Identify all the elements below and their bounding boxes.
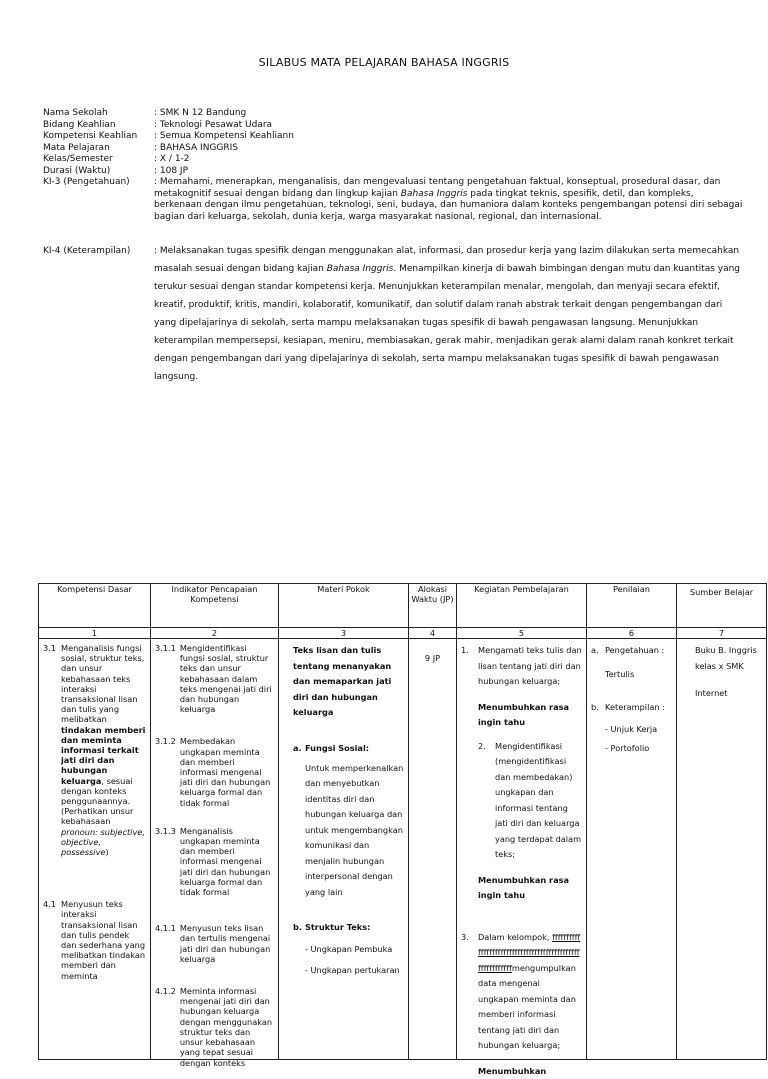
ki3-label: KI-3 (Pengetahuan) — [43, 177, 154, 223]
penilaian-item — [591, 643, 672, 659]
materi-section-a — [293, 743, 404, 753]
info-row-subject — [43, 143, 743, 155]
materi-text: Untuk memperkenalkan dan menyebutkan identitas diri dan hubungan keluarga dan untuk mengembangkan komunikasi dan menjalin hubungan interpersonal dengan yang lain — [305, 761, 404, 901]
indikator-number: 4.1.2 — [155, 986, 176, 1068]
ki4-text-a: : Melaksanakan tugas spesifik dengan menggunakan alat, informasi, dan prosedur kerja yang lazim dilakukan serta memecahkan masalah sesuai dengan bidang kajian — [154, 246, 739, 274]
materi-list — [305, 942, 404, 978]
indikator-text: Menganalisis ungkapan meminta dan memberi informasi mengenai jati diri dan hubungan keluarga formal dan tidak formal — [176, 826, 274, 897]
header-kompetensi-dasar: Kompetensi Dasar — [39, 584, 151, 628]
kegiatan-note: Menumbuhkan — [478, 1064, 582, 1079]
info-row-class — [43, 154, 743, 166]
cell-materi — [279, 639, 409, 1060]
materi-title: Struktur Teks: — [305, 922, 370, 932]
cell-sumber — [677, 639, 767, 1060]
sumber-item: Internet — [695, 686, 762, 702]
kegiatan-text-b: mengumpulkan data mengenai ungkapan meminta dan memberi informasi tentang jati diri dan hubungan keluarga; — [478, 963, 576, 1051]
kegiatan-text — [478, 930, 582, 1054]
kd-text-a: Menganalisis fungsi sosial, struktur teks, dan unsur kebahasaan teks interaksi transaksional lisan dan tulis yang melibatkan — [61, 643, 144, 724]
indikator-text: Mengidentifikasi fungsi sosial, struktur teks dan unsur kebahasaan dalam teks mengenai jati diri dan hubungan keluarga — [176, 643, 274, 714]
col-number: 1 — [39, 628, 151, 639]
penilaian-method: - Portofolio — [605, 741, 672, 757]
kd-text-em: pronoun: subjective, objective, possessive — [61, 827, 145, 857]
info-row-field — [43, 120, 743, 132]
materi-list-item: - Ungkapan Pembuka — [305, 942, 404, 957]
ki4-text-em: Bahasa Inggris — [327, 264, 394, 274]
table-header-row — [39, 584, 767, 628]
indikator-text: Menyusun teks lisan dan tertulis mengenai jati diri dan hubungan keluarga — [176, 923, 274, 964]
kegiatan-number: 1. — [461, 643, 478, 690]
kd-text-b: , sesuai dengan konteks penggunaannya. (Perhatikan unsur kebahasaan — [61, 776, 133, 827]
indikator-item — [155, 986, 274, 1068]
info-value: : 108 JP — [154, 166, 743, 178]
indikator-text: Membedakan ungkapan meminta dan memberi informasi mengenai jati diri dan hubungan keluarga formal dan tidak formal — [176, 736, 274, 807]
cell-kompetensi-dasar — [39, 639, 151, 1060]
info-value: : Teknologi Pesawat Udara — [154, 120, 743, 132]
header-sumber: Sumber Belajar — [677, 584, 767, 628]
ki3-text-em: Bahasa Inggris — [401, 189, 468, 199]
col-number: 5 — [457, 628, 587, 639]
header-materi: Materi Pokok — [279, 584, 409, 628]
info-label: Kompetensi Keahlian — [43, 131, 154, 143]
cell-alokasi — [409, 639, 457, 1060]
indikator-item — [155, 643, 274, 714]
kd-text: Menyusun teks interaksi transaksional lisan dan tulis pendek dan sederhana yang melibatkan tindakan memberi dan meminta — [61, 899, 146, 981]
kegiatan-item — [461, 643, 582, 690]
indikator-item — [155, 923, 274, 964]
penilaian-number: b. — [591, 700, 605, 716]
info-label: Kelas/Semester — [43, 154, 154, 166]
kegiatan-text: Mengidentifikasi (mengidentifikasi dan membedakan) ungkapan dan informasi tentang jati diri dan keluarga yang terdapat dalam teks; — [495, 739, 582, 863]
kd-number: 4.1 — [43, 899, 61, 981]
info-label: Nama Sekolah — [43, 108, 154, 120]
ki4-label: KI-4 (Keterampilan) — [43, 242, 154, 386]
indikator-item — [155, 736, 274, 807]
col-number: 7 — [677, 628, 767, 639]
info-row-ki3 — [43, 177, 743, 223]
kd-text-bold: tindakan memberi dan meminta informasi terkait jati diri dan hubungan keluarga — [61, 725, 145, 786]
kegiatan-text-a: Dalam kelompok, — [478, 932, 552, 942]
col-number: 6 — [587, 628, 677, 639]
ki4-row — [43, 242, 743, 386]
kegiatan-number: 2. — [478, 739, 495, 863]
materi-label: a. — [293, 743, 305, 753]
indikator-number: 3.1.1 — [155, 643, 176, 714]
header-penilaian: Penilaian — [587, 584, 677, 628]
info-value: : X / 1-2 — [154, 154, 743, 166]
syllabus-table — [38, 583, 767, 1060]
table-row — [39, 639, 767, 1060]
col-number: 3 — [279, 628, 409, 639]
ki3-text — [154, 177, 743, 223]
penilaian-number: a. — [591, 643, 605, 659]
ki4-text-b: . Menampilkan kinerja di bawah bimbingan dengan mutu dan kuantitas yang terukur sesuai dengan standar kompetensi kerja. Menunjukkan keterampilan menalar, mengolah, dan menyaji secara efektif, kreatif, produktif, kritis, mandiri, kolaboratif, komunikatif, dan solutif dalam ranah abstrak terkait dengan pengembangan dari yang dipelajarinya di sekolah, serta mampu melaksanakan tugas spesifik di bawah pengawasan langsung. Menunjukkan keterampilan mempersepsi, kesiapan, meniru, membiasakan, gerak mahir, menjadikan gerak alami dalam ranah konkret terkait dengan pengembangan dari yang dipelajarinya di sekolah, serta mampu melaksanakan tugas spesifik di bawah pengawasan langsung. — [154, 264, 740, 382]
sumber-item: Buku B. Inggris kelas x SMK — [695, 643, 762, 674]
materi-label: b. — [293, 922, 305, 932]
kd-text-c: ) — [105, 847, 108, 857]
col-number: 4 — [409, 628, 457, 639]
ki3-text-a: : Memahami, menerapkan, menganalisis, dan mengevaluasi tentang pengetahuan faktual, konseptual, prosedural dasar, dan metakognitif sesuai dengan bidang dan lingkup kajian — [154, 177, 720, 199]
indikator-item — [155, 826, 274, 897]
info-row-duration — [43, 166, 743, 178]
info-value: : BAHASA INGGRIS — [154, 143, 743, 155]
kegiatan-item — [461, 930, 582, 1054]
info-value: : Semua Kompetensi Keahliann — [154, 131, 743, 143]
info-row-competency — [43, 131, 743, 143]
kegiatan-text-underlined: ffffffffffffffffffffffffffffffffffffffffffffffffffffffffff — [478, 932, 580, 973]
penilaian-method: - Unjuk Kerja — [605, 722, 672, 738]
kegiatan-note: Menumbuhkan rasa ingin tahu — [478, 873, 582, 904]
header-alokasi: Alokasi Waktu (JP) — [409, 584, 457, 628]
ki4-text — [154, 242, 743, 386]
ki3-text-b: pada tingkat teknis, spesifik, detil, dan kompleks, berkenaan dengan ilmu pengetahuan, teknologi, seni, budaya, dan humaniora dalam konteks pengembangan potensi diri sebagai bagian dari keluarga, sekolah, dunia kerja, warga masyarakat nasional, regional, dan internasional. — [154, 189, 742, 222]
indikator-number: 3.1.3 — [155, 826, 176, 897]
kegiatan-number: 3. — [461, 930, 478, 1054]
header-kegiatan: Kegiatan Pembelajaran — [457, 584, 587, 628]
kegiatan-item — [461, 739, 582, 863]
kd-item — [43, 643, 146, 857]
kd-item — [43, 899, 146, 981]
info-label: Bidang Keahlian — [43, 120, 154, 132]
kd-number: 3.1 — [43, 643, 61, 857]
col-number: 2 — [151, 628, 279, 639]
kegiatan-text: Mengamati teks tulis dan lisan tentang jati diri dan hubungan keluarga; — [478, 643, 582, 690]
alokasi-value: 9 JP — [425, 653, 440, 663]
materi-list-item: - Ungkapan pertukaran — [305, 963, 404, 978]
cell-kegiatan — [457, 639, 587, 1060]
penilaian-item — [591, 700, 672, 716]
info-label: Durasi (Waktu) — [43, 166, 154, 178]
penilaian-title: Keterampilan : — [605, 700, 665, 716]
info-row-school — [43, 108, 743, 120]
cell-indikator — [151, 639, 279, 1060]
info-value: : SMK N 12 Bandung — [154, 108, 743, 120]
penilaian-title: Pengetahuan : — [605, 643, 664, 659]
penilaian-method: Tertulis — [605, 667, 672, 683]
page-title: SILABUS MATA PELAJARAN BAHASA INGGRIS — [0, 56, 768, 69]
table-number-row — [39, 628, 767, 639]
cell-penilaian — [587, 639, 677, 1060]
materi-section-b — [293, 922, 404, 932]
info-label: Mata Pelajaran — [43, 143, 154, 155]
materi-title: Fungsi Sosial: — [305, 743, 369, 753]
kd-text — [61, 643, 146, 857]
info-block — [43, 108, 743, 223]
indikator-text: Meminta informasi mengenai jati diri dan hubungan keluarga dengan menggunakan struktur teks dan unsur kebahasaan yang tepat sesuai dengan konteks — [176, 986, 274, 1068]
materi-heading: Teks lisan dan tulis tentang menanyakan dan memaparkan jati diri dan hubungan keluarga — [293, 643, 404, 721]
kegiatan-note: Menumbuhkan rasa ingin tahu — [478, 700, 582, 731]
header-indikator: Indikator Pencapaian Kompetensi — [151, 584, 279, 628]
indikator-number: 3.1.2 — [155, 736, 176, 807]
indikator-number: 4.1.1 — [155, 923, 176, 964]
